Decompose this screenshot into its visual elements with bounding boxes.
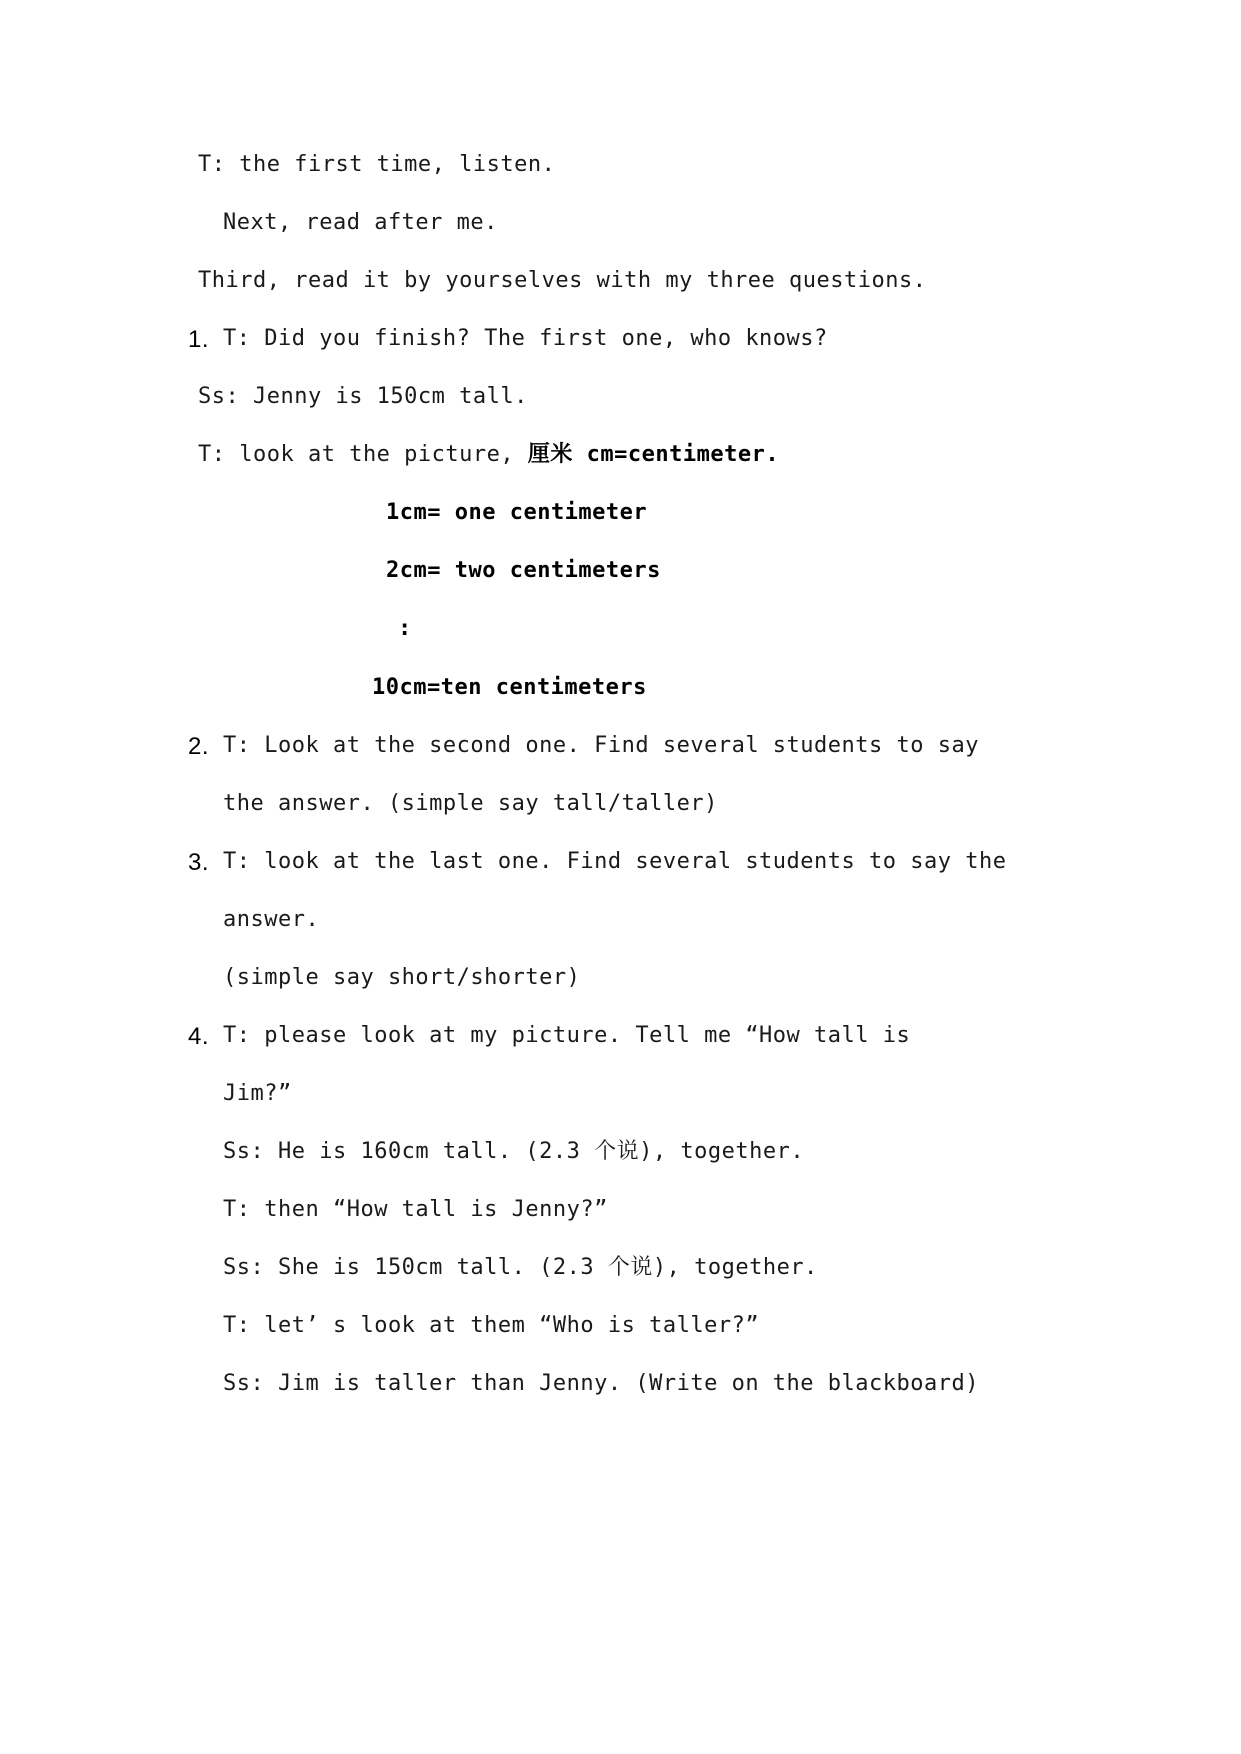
line-question-2: T: Look at the second one. Find several students to say	[223, 733, 979, 758]
line-10cm: 10cm=ten centimeters	[372, 675, 647, 700]
line-question-3: T: look at the last one. Find several students to say the	[223, 849, 1007, 874]
line-jim-question: Jim?”	[223, 1081, 292, 1106]
line-simple-short: (simple say short/shorter)	[223, 965, 581, 990]
list-number-2: 2.	[188, 733, 210, 760]
line-look-picture	[198, 440, 779, 470]
list-number-1: 1.	[188, 326, 210, 353]
line-question-4: T: please look at my picture. Tell me “How tall is	[223, 1023, 911, 1048]
line-jenny-150-together: Ss: She is 150cm tall. (2.3 个说), together.	[223, 1255, 818, 1280]
list-number-4: 4.	[188, 1023, 210, 1050]
line-question-3-answer: answer.	[223, 907, 320, 932]
line-jenny-150: Ss: Jenny is 150cm tall.	[198, 384, 528, 409]
line-question-1: T: Did you finish? The first one, who knows?	[223, 326, 828, 351]
line-ellipsis: :	[398, 616, 412, 641]
line-question-2-answer: the answer. (simple say tall/taller)	[223, 791, 718, 816]
line-teacher-first-time: T: the first time, listen.	[198, 152, 556, 177]
centimeter-definition: 厘米 cm=centimeter.	[527, 442, 780, 467]
line-how-tall-jenny: T: then “How tall is Jenny?”	[223, 1197, 608, 1222]
line-third-read: Third, read it by yourselves with my three questions.	[198, 268, 927, 293]
line-jim-160: Ss: He is 160cm tall. (2.3 个说), together.	[223, 1139, 805, 1164]
line-next-read: Next, read after me.	[223, 210, 498, 235]
look-picture-text: T: look at the picture,	[198, 442, 528, 467]
line-who-is-taller: T: let’ s look at them “Who is taller?”	[223, 1313, 760, 1338]
list-number-3: 3.	[188, 849, 210, 876]
line-jim-taller: Ss: Jim is taller than Jenny. (Write on the blackboard)	[223, 1371, 979, 1396]
line-2cm: 2cm= two centimeters	[386, 558, 661, 583]
line-1cm: 1cm= one centimeter	[386, 500, 648, 525]
